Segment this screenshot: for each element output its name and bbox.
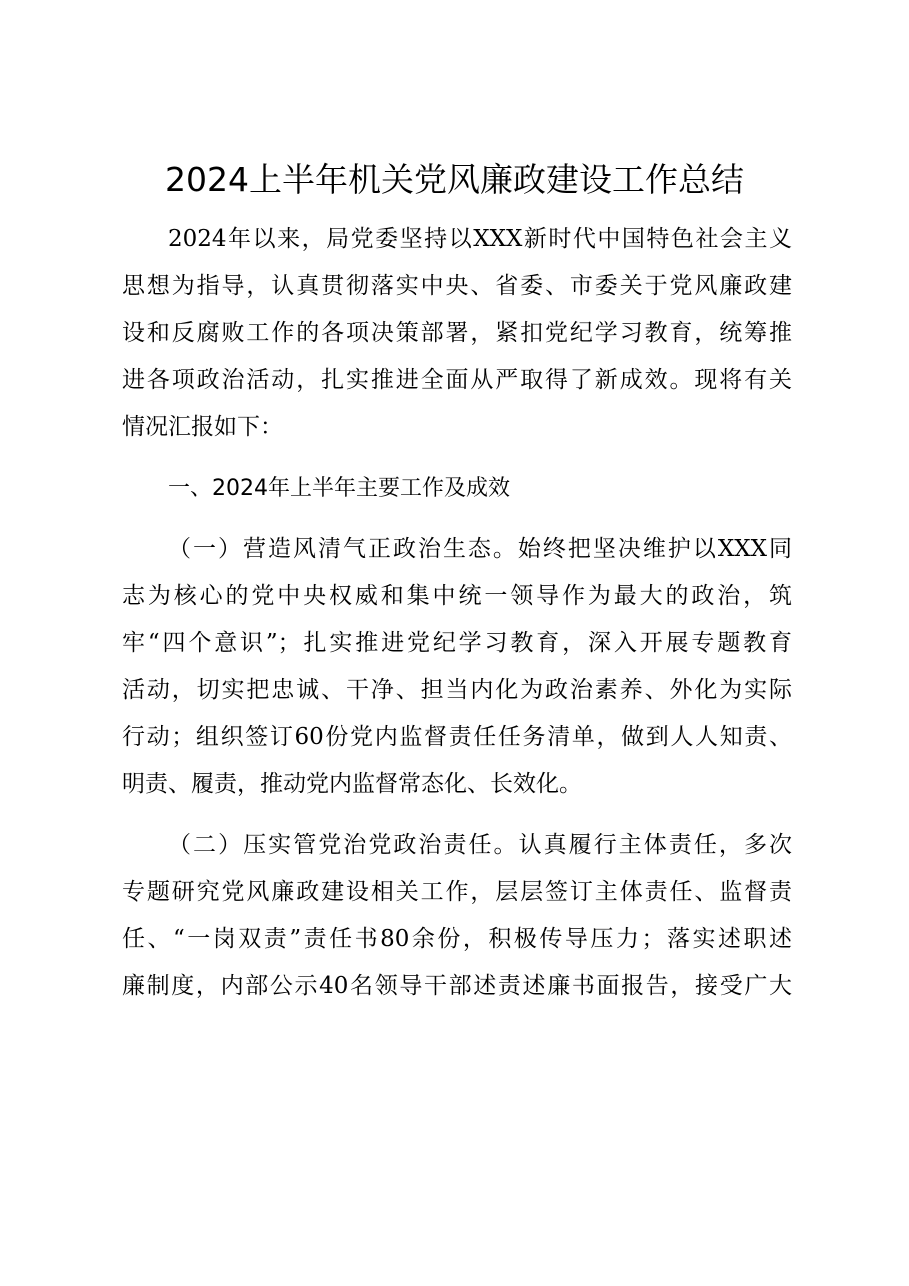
paragraph-1 <box>122 526 792 808</box>
section-heading-block <box>122 465 792 512</box>
paragraph-line: （二）压实管党治党政治责任。认真履行主体责任，多次 <box>168 832 792 858</box>
paragraph-line: （一）营造风清气正政治生态。始终把坚决维护以XXX同 <box>168 536 792 562</box>
paragraph-line: 廉制度，内部公示40名领导干部述责述廉书面报告，接受广大 <box>122 973 792 999</box>
document-title: 2024上半年机关党风廉政建设工作总结 <box>165 160 744 199</box>
paragraph-line: 志为核心的党中央权威和集中统一领导作为最大的政治，筑 <box>122 583 792 609</box>
intro-line: 2024年以来，局党委坚持以XXX新时代中国特色社会主义 <box>168 226 792 252</box>
intro-line: 进各项政治活动，扎实推进全面从严取得了新成效。现将有关 <box>122 367 792 393</box>
paragraph-line: 任、“一岗双责”责任书80余份，积极传导压力；落实述职述 <box>122 926 792 952</box>
paragraph-line: 行动；组织签订60份党内监督责任任务清单，做到人人知责、 <box>122 724 792 750</box>
intro-line: 情况汇报如下： <box>122 414 283 440</box>
section-heading: 一、2024年上半年主要工作及成效 <box>168 476 510 501</box>
paragraph-2 <box>122 822 792 1010</box>
paragraph-line: 活动，切实把忠诚、干净、担当内化为政治素养、外化为实际 <box>122 677 792 703</box>
paragraph-line: 专题研究党风廉政建设相关工作，层层签订主体责任、监督责 <box>122 879 792 905</box>
intro-line: 思想为指导，认真贯彻落实中央、省委、市委关于党风廉政建 <box>122 273 792 299</box>
document-body <box>122 216 792 1024</box>
paragraph-line: 明责、履责，推动党内监督常态化、长效化。 <box>122 771 582 797</box>
intro-paragraph <box>122 216 792 451</box>
paragraph-line: 牢“四个意识”；扎实推进党纪学习教育，深入开展专题教育 <box>122 630 792 656</box>
intro-line: 设和反腐败工作的各项决策部署，紧扣党纪学习教育，统筹推 <box>122 320 792 346</box>
